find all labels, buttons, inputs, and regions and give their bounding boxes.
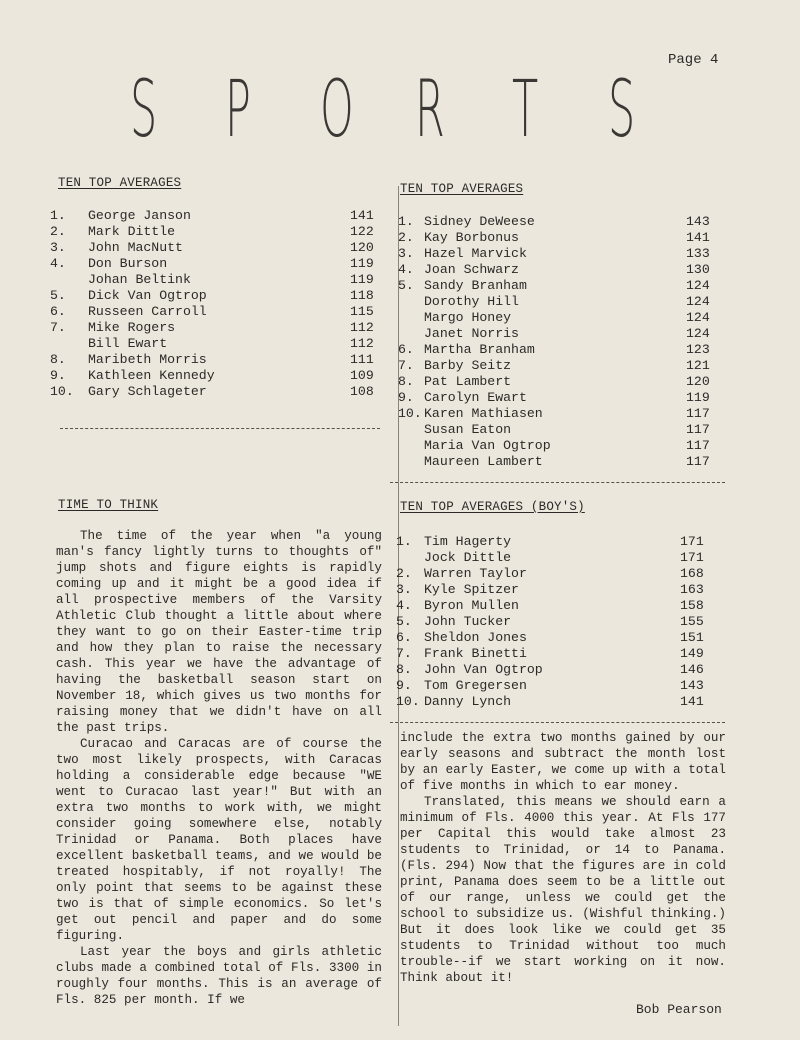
player-name: Maria Van Ogtrop [424, 438, 551, 453]
rank-number: 7. [396, 646, 412, 661]
player-name: Maribeth Morris [88, 352, 207, 367]
average-score: 111 [350, 352, 374, 367]
average-row [50, 272, 380, 288]
average-score: 171 [680, 550, 704, 565]
average-row [50, 368, 380, 384]
average-score: 117 [686, 454, 710, 469]
player-name: Janet Norris [424, 326, 519, 341]
average-row [398, 342, 718, 358]
player-name: Sheldon Jones [424, 630, 527, 645]
average-row [396, 662, 716, 678]
average-row [398, 374, 718, 390]
average-row [396, 582, 716, 598]
average-row [398, 278, 718, 294]
article-paragraph: Last year the boys and girls athletic clubs made a combined total of Fls. 3300 in roughly four months. This is an average of Fls. 825 per month. If we [56, 945, 382, 1007]
rank-number: 4. [398, 262, 414, 277]
average-row [398, 390, 718, 406]
player-name: Sandy Branham [424, 278, 527, 293]
average-row [398, 406, 718, 422]
rank-number: 3. [50, 240, 66, 255]
average-row [398, 230, 718, 246]
rank-number: 10. [396, 694, 420, 709]
article-left-column [56, 528, 382, 1008]
girls-averages-list [398, 214, 718, 470]
average-row [398, 246, 718, 262]
article-paragraph: The time of the year when "a young man's fancy lightly turns to thoughts of" jump shots and figure eights is rapidly coming up and it might be a good idea if all prospective members of the Varsity Athletic Club thought a little about where they want to go on their Easter-time trip and how they plan to raise the necessary cash. This year we have the advantage of having the basketball season start on November 18, which gives us two months for raising money that we didn't have on all the past trips. [56, 529, 382, 735]
average-score: 155 [680, 614, 704, 629]
average-score: 124 [686, 278, 710, 293]
player-name: Kyle Spitzer [424, 582, 519, 597]
average-row [396, 678, 716, 694]
rank-number: 9. [396, 678, 412, 693]
average-row [396, 598, 716, 614]
divider [390, 482, 725, 483]
article-paragraph: Translated, this means we should earn a minimum of Fls. 4000 this year. At Fls 177 per Capital this would take almost 23 students to Trinidad, or 14 to Panama. (Fls. 294) Now that the figures are in cold print, Panama does seem to be a little out of our range, unless we could get the school to subsidize us. (Wishful thinking.) But it does look like we could get 35 students to Trinidad without too much trouble--if we start working on it now. Think about it! [400, 795, 726, 985]
rank-number: 1. [398, 214, 414, 229]
average-score: 112 [350, 320, 374, 335]
masthead-letter: S [608, 65, 636, 155]
player-name: Maureen Lambert [424, 454, 543, 469]
player-name: Kathleen Kennedy [88, 368, 215, 383]
player-name: Pat Lambert [424, 374, 512, 389]
average-row [50, 224, 380, 240]
rank-number: 4. [396, 598, 412, 613]
average-row [50, 240, 380, 256]
average-score: 141 [350, 208, 374, 223]
player-name: Mark Dittle [88, 224, 176, 239]
player-name: Dick Van Ogtrop [88, 288, 207, 303]
average-row [50, 256, 380, 272]
player-name: Barby Seitz [424, 358, 512, 373]
average-row [398, 310, 718, 326]
average-score: 123 [686, 342, 710, 357]
average-row [398, 422, 718, 438]
average-score: 143 [680, 678, 704, 693]
rank-number: 8. [50, 352, 66, 367]
rank-number: 10. [398, 406, 422, 421]
average-row [398, 294, 718, 310]
rank-number: 10. [50, 384, 74, 399]
rank-number: 5. [398, 278, 414, 293]
player-name: Don Burson [88, 256, 168, 271]
player-name: Jock Dittle [424, 550, 512, 565]
masthead-letter: O [320, 65, 354, 155]
girls-averages-title: TEN TOP AVERAGES [400, 182, 524, 196]
average-score: 171 [680, 534, 704, 549]
player-name: Karen Mathiasen [424, 406, 543, 421]
average-row [398, 214, 718, 230]
average-row [398, 326, 718, 342]
article-byline: Bob Pearson [636, 1002, 722, 1017]
player-name: John Tucker [424, 614, 512, 629]
average-score: 130 [686, 262, 710, 277]
average-score: 124 [686, 326, 710, 341]
masthead-letter: S [130, 65, 158, 155]
average-score: 120 [350, 240, 374, 255]
masthead-letter: P [225, 65, 251, 155]
player-name: Frank Binetti [424, 646, 527, 661]
average-row [396, 614, 716, 630]
average-score: 141 [686, 230, 710, 245]
rank-number: 8. [396, 662, 412, 677]
left-averages-list [50, 208, 380, 400]
average-score: 124 [686, 310, 710, 325]
player-name: Susan Eaton [424, 422, 512, 437]
player-name: Bill Ewart [88, 336, 168, 351]
average-score: 119 [686, 390, 710, 405]
article-title: TIME TO THINK [58, 498, 159, 512]
average-row [398, 454, 718, 470]
average-row [396, 630, 716, 646]
article-paragraph: Curacao and Caracas are of course the two most likely prospects, with Caracas holding a considerable edge because "WE went to Curacao last year!" But with an extra two months to work with, we might consider going somewhere else, notably Trinidad or Panama. Both places have excellent basketball teams, and we would be treated hospitably, if not royally! The only point that seems to be against these two is that of simple economics. So let's get out pencil and paper and do some figuring. [56, 737, 382, 943]
average-score: 149 [680, 646, 704, 661]
player-name: Tom Gregersen [424, 678, 527, 693]
rank-number: 4. [50, 256, 66, 271]
average-row [396, 646, 716, 662]
rank-number: 9. [50, 368, 66, 383]
player-name: Carolyn Ewart [424, 390, 527, 405]
masthead-letter: R [415, 65, 445, 155]
average-score: 119 [350, 272, 374, 287]
masthead-letter: T [512, 65, 539, 155]
player-name: Warren Taylor [424, 566, 527, 581]
player-name: Danny Lynch [424, 694, 512, 709]
rank-number: 2. [396, 566, 412, 581]
average-score: 117 [686, 438, 710, 453]
average-score: 143 [686, 214, 710, 229]
average-row [396, 550, 716, 566]
average-score: 124 [686, 294, 710, 309]
page-number: Page 4 [668, 52, 719, 68]
average-row [396, 566, 716, 582]
rank-number: 5. [396, 614, 412, 629]
average-score: 118 [350, 288, 374, 303]
average-score: 163 [680, 582, 704, 597]
player-name: Tim Hagerty [424, 534, 512, 549]
article-right-column [400, 730, 726, 986]
average-score: 112 [350, 336, 374, 351]
average-row [398, 262, 718, 278]
player-name: Mike Rogers [88, 320, 176, 335]
average-row [396, 694, 716, 710]
rank-number: 2. [50, 224, 66, 239]
average-row [50, 208, 380, 224]
rank-number: 3. [398, 246, 414, 261]
average-row [50, 304, 380, 320]
rank-number: 6. [50, 304, 66, 319]
average-row [50, 336, 380, 352]
average-row [398, 358, 718, 374]
player-name: Byron Mullen [424, 598, 519, 613]
rank-number: 1. [396, 534, 412, 549]
average-score: 119 [350, 256, 374, 271]
player-name: John Van Ogtrop [424, 662, 543, 677]
rank-number: 7. [398, 358, 414, 373]
player-name: Gary Schlageter [88, 384, 207, 399]
average-score: 115 [350, 304, 374, 319]
average-row [50, 288, 380, 304]
average-score: 146 [680, 662, 704, 677]
rank-number: 1. [50, 208, 66, 223]
player-name: Martha Branham [424, 342, 535, 357]
rank-number: 8. [398, 374, 414, 389]
player-name: Hazel Marvick [424, 246, 527, 261]
rank-number: 2. [398, 230, 414, 245]
player-name: Margo Honey [424, 310, 512, 325]
average-score: 133 [686, 246, 710, 261]
player-name: Sidney DeWeese [424, 214, 535, 229]
player-name: Joan Schwarz [424, 262, 519, 277]
average-score: 108 [350, 384, 374, 399]
average-score: 158 [680, 598, 704, 613]
sports-masthead [0, 65, 800, 160]
average-row [398, 438, 718, 454]
rank-number: 5. [50, 288, 66, 303]
player-name: Kay Borbonus [424, 230, 519, 245]
player-name: Johan Beltink [88, 272, 191, 287]
article-paragraph: include the extra two months gained by our early seasons and subtract the month lost by an early Easter, we come up with a total of five months in which to ear money. [400, 731, 726, 793]
boys-averages-list [396, 534, 716, 710]
player-name: Dorothy Hill [424, 294, 519, 309]
average-score: 141 [680, 694, 704, 709]
left-averages-title: TEN TOP AVERAGES [58, 176, 182, 190]
average-score: 121 [686, 358, 710, 373]
average-row [50, 384, 380, 400]
player-name: John MacNutt [88, 240, 183, 255]
rank-number: 3. [396, 582, 412, 597]
average-row [50, 352, 380, 368]
rank-number: 6. [396, 630, 412, 645]
rank-number: 9. [398, 390, 414, 405]
average-score: 109 [350, 368, 374, 383]
rank-number: 6. [398, 342, 414, 357]
player-name: George Janson [88, 208, 191, 223]
average-row [50, 320, 380, 336]
player-name: Russeen Carroll [88, 304, 207, 319]
average-score: 117 [686, 406, 710, 421]
average-score: 120 [686, 374, 710, 389]
average-score: 151 [680, 630, 704, 645]
average-score: 122 [350, 224, 374, 239]
divider [60, 428, 380, 429]
divider [390, 722, 725, 723]
average-score: 117 [686, 422, 710, 437]
boys-averages-title: TEN TOP AVERAGES (BOY'S) [400, 500, 585, 514]
average-score: 168 [680, 566, 704, 581]
average-row [396, 534, 716, 550]
rank-number: 7. [50, 320, 66, 335]
